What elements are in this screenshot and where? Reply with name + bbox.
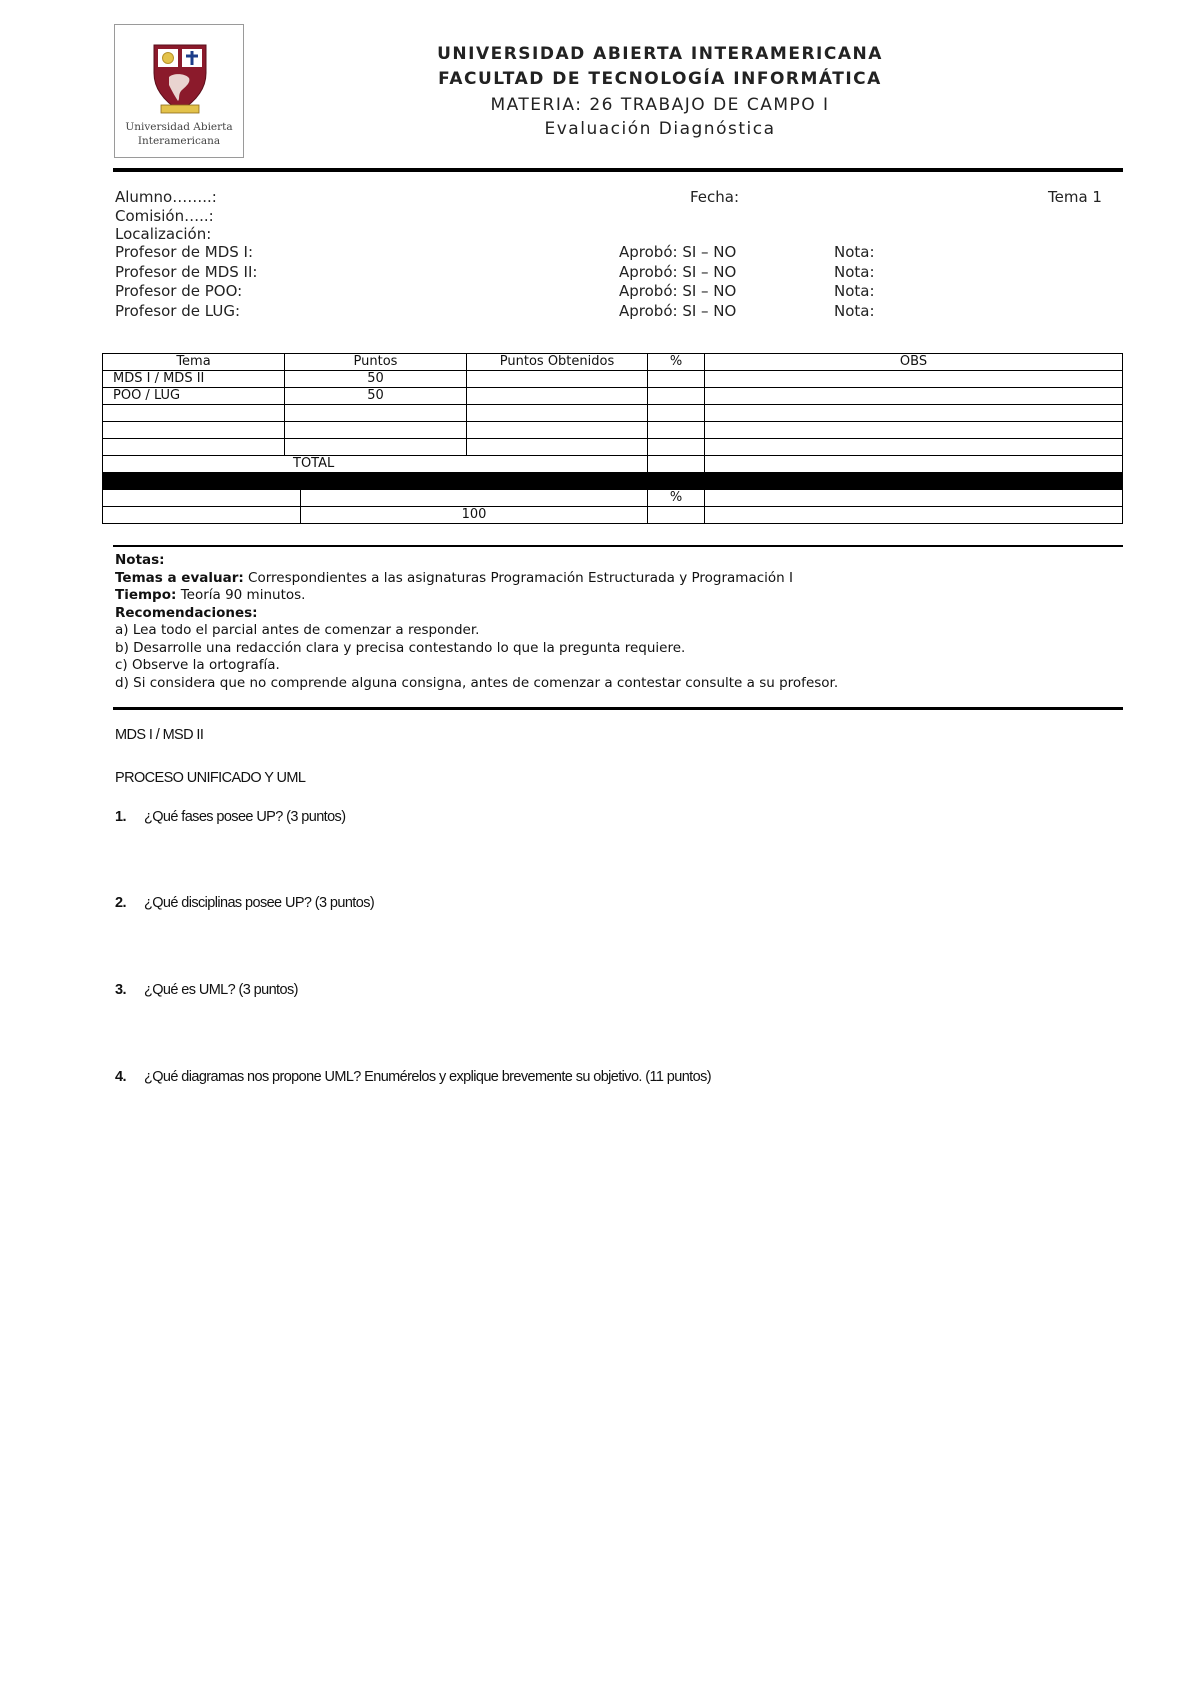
aprobo-label: Aprobó: SI – NO bbox=[619, 263, 737, 281]
table-row bbox=[103, 439, 1123, 456]
score-table bbox=[102, 353, 1123, 524]
section-subtitle: PROCESO UNIFICADO Y UML bbox=[115, 770, 306, 786]
hundred-value: 100 bbox=[301, 507, 648, 524]
table-row bbox=[103, 388, 1123, 405]
tiempo-label: Tiempo: bbox=[115, 587, 177, 603]
table-row bbox=[103, 405, 1123, 422]
university-shield-icon bbox=[151, 43, 209, 115]
cell-tema: MDS I / MDS II bbox=[103, 371, 285, 388]
header-obs: OBS bbox=[705, 354, 1123, 371]
alumno-label: Alumno……..: bbox=[115, 188, 217, 206]
notes-block bbox=[115, 552, 838, 692]
question-number: 2. bbox=[115, 895, 126, 911]
table-row bbox=[103, 371, 1123, 388]
question-text: ¿Qué es UML? (3 puntos) bbox=[144, 982, 298, 998]
header-tema: Tema bbox=[103, 354, 285, 371]
table-row bbox=[103, 422, 1123, 439]
notes-bottom-divider bbox=[113, 707, 1123, 710]
header-puntos: Puntos bbox=[285, 354, 467, 371]
cell-percent bbox=[648, 388, 705, 405]
percent-label: % bbox=[648, 490, 705, 507]
tiempo-text: Teoría 90 minutos. bbox=[176, 587, 306, 603]
header-divider bbox=[113, 168, 1123, 172]
header-puntos-obtenidos: Puntos Obtenidos bbox=[467, 354, 648, 371]
header-percent: % bbox=[648, 354, 705, 371]
recommendation-item: a) Lea todo el parcial antes de comenzar a responder. bbox=[115, 622, 480, 638]
recommendation-item: d) Si considera que no comprende alguna consigna, antes de comenzar a contestar consulte a su profesor. bbox=[115, 674, 839, 691]
question-text: ¿Qué fases posee UP? (3 puntos) bbox=[144, 809, 346, 825]
question-text: ¿Qué disciplinas posee UP? (3 puntos) bbox=[144, 895, 375, 911]
table-header-row bbox=[103, 354, 1123, 371]
aprobo-label: Aprobó: SI – NO bbox=[619, 243, 737, 261]
nota-label: Nota: bbox=[834, 263, 875, 281]
question-number: 3. bbox=[115, 982, 126, 998]
nota-label: Nota: bbox=[834, 282, 875, 300]
cell-tema: POO / LUG bbox=[103, 388, 285, 405]
total-obs-cell bbox=[705, 456, 1123, 473]
recomendaciones-label: Recomendaciones: bbox=[115, 604, 258, 621]
percent-row bbox=[103, 490, 1123, 507]
question-text: ¿Qué diagramas nos propone UML? Enumérelos y explique brevemente su objetivo. (11 puntos) bbox=[144, 1069, 711, 1085]
recommendation-item: c) Observe la ortografía. bbox=[115, 657, 280, 673]
total-percent-cell bbox=[648, 456, 705, 473]
profesor-label: Profesor de MDS II: bbox=[115, 263, 258, 281]
nota-label: Nota: bbox=[834, 302, 875, 320]
cell-puntos: 50 bbox=[285, 371, 467, 388]
cell-obs bbox=[705, 371, 1123, 388]
cell-obtenidos bbox=[467, 371, 648, 388]
black-separator-row bbox=[103, 473, 1123, 490]
question-number: 4. bbox=[115, 1069, 126, 1085]
hundred-row bbox=[103, 507, 1123, 524]
localizacion-label: Localización: bbox=[115, 225, 212, 243]
notes-title: Notas: bbox=[115, 552, 165, 568]
question-item bbox=[115, 1069, 711, 1085]
university-title: UNIVERSIDAD ABIERTA INTERAMERICANA bbox=[437, 44, 883, 64]
tema-label: Tema 1 bbox=[1048, 188, 1102, 206]
profesor-label: Profesor de LUG: bbox=[115, 302, 241, 320]
total-row bbox=[103, 456, 1123, 473]
subject-title: MATERIA: 26 TRABAJO DE CAMPO I bbox=[490, 95, 830, 115]
question-number: 1. bbox=[115, 809, 126, 825]
cell-puntos: 50 bbox=[285, 388, 467, 405]
temas-label: Temas a evaluar: bbox=[115, 569, 244, 586]
comision-label: Comisión…..: bbox=[115, 207, 214, 225]
notes-top-divider bbox=[113, 545, 1123, 547]
fecha-label: Fecha: bbox=[690, 188, 740, 206]
aprobo-label: Aprobó: SI – NO bbox=[619, 282, 737, 300]
question-item bbox=[115, 895, 374, 911]
temas-text: Correspondientes a las asignaturas Programación Estructurada y Programación I bbox=[243, 569, 793, 586]
logo-name-line1: Universidad Abierta bbox=[125, 121, 233, 133]
logo-name-line2: Interamericana bbox=[137, 135, 221, 147]
faculty-title: FACULTAD DE TECNOLOGÍA INFORMÁTICA bbox=[438, 69, 882, 89]
profesor-label: Profesor de MDS I: bbox=[115, 243, 254, 261]
evaluation-title: Evaluación Diagnóstica bbox=[544, 119, 776, 139]
profesor-label: Profesor de POO: bbox=[115, 282, 243, 300]
cell-percent bbox=[648, 371, 705, 388]
question-item bbox=[115, 809, 345, 825]
question-item bbox=[115, 982, 298, 998]
university-logo bbox=[114, 24, 244, 158]
total-label: TOTAL bbox=[103, 456, 648, 473]
section-title: MDS I / MSD II bbox=[115, 727, 204, 743]
cell-obs bbox=[705, 388, 1123, 405]
aprobo-label: Aprobó: SI – NO bbox=[619, 302, 737, 320]
cell-obtenidos bbox=[467, 388, 648, 405]
recommendation-item: b) Desarrolle una redacción clara y precisa contestando lo que la pregunta requiere. bbox=[115, 639, 686, 656]
nota-label: Nota: bbox=[834, 243, 875, 261]
